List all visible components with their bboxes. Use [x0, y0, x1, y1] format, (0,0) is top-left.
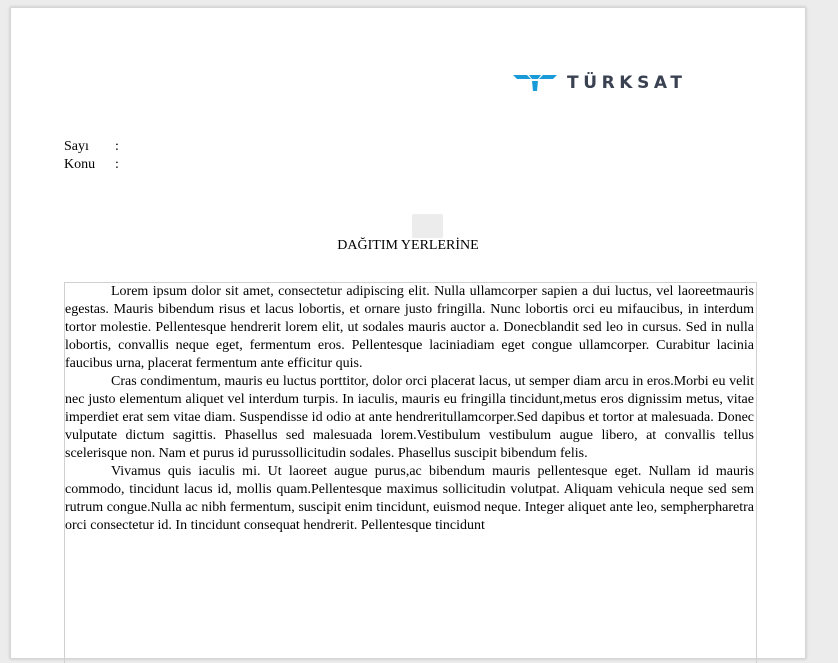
- document-body[interactable]: [64, 282, 757, 663]
- meta-row-sayi: [64, 138, 119, 156]
- logo-wordmark: TÜRKSAT: [567, 73, 687, 93]
- sayi-value: :: [115, 139, 119, 154]
- paragraph-2: Cras condimentum, mauris eu luctus porttitor, dolor orci placerat lacus, ut semper diam arcu in eros.Morbi eu velit nec justo elementum aliquet vel interdum turpis. In iaculis, mauris eu fringilla tincidunt,metus eros dignissim metus, vitae imperdiet erat sem vitae diam. Suspendisse id odio at ante hendreritullamcorper.Sed dapibus et tortor at malesuada. Donec vulputate dictum sagittis. Phasellus sed malesuada lorem.Vestibulum vestibulum augue libero, at convallis tellus scelerisque non. Nam et purus id purussollicitudin sodales. Phasellus suscipit bibendum felis.: [65, 374, 754, 461]
- sayi-label: Sayı: [64, 139, 89, 154]
- placeholder-box[interactable]: [412, 214, 443, 238]
- paragraph-1: Lorem ipsum dolor sit amet, consectetur adipiscing elit. Nulla ullamcorper sapien a dui luctus, vel laoreetmauris egestas. Mauris bibendum risus et lacus lobortis, et ornare justo fringilla. Nunc lobortis orci eu mifaucibus, in interdum tortor molestie. Pellentesque hendrerit lorem elit, ut sodales mauris auctor a. Donecblandit sed leo in cursus. Sed in nulla lobortis, convallis neque eget, fermentum eros. Pellentesque laciniadiam eget congue ullamcorper. Curabitur lacinia faucibus urna, placerat fermentum ante efficitur quis.: [65, 284, 754, 371]
- paragraph-3: Vivamus quis iaculis mi. Ut laoreet augue purus,ac bibendum mauris pellentesque eget. Nullam id mauris commodo, tincidunt lacus id, mollis quam.Pellentesque maximus sollicitudin volutpat. Aliquam vehicula neque sed sem rutrum congue.Nulla ac nibh fermentum, suscipit enim tincidunt, euismod neque. Integer aliquet ante leo, sempherpharetra orci consectetur id. In tincidunt consequat hendrerit. Pellentesque tincidunt: [65, 464, 754, 533]
- konu-label: Konu: [64, 157, 96, 172]
- turksat-logo: [513, 70, 687, 96]
- distribution-title: DAĞITIM YERLERİNE: [337, 238, 479, 253]
- turksat-logo-mark-icon: [513, 73, 557, 93]
- document-meta: [64, 138, 119, 174]
- konu-value: :: [115, 157, 119, 172]
- document-page: [10, 7, 806, 659]
- meta-row-konu: [64, 156, 119, 174]
